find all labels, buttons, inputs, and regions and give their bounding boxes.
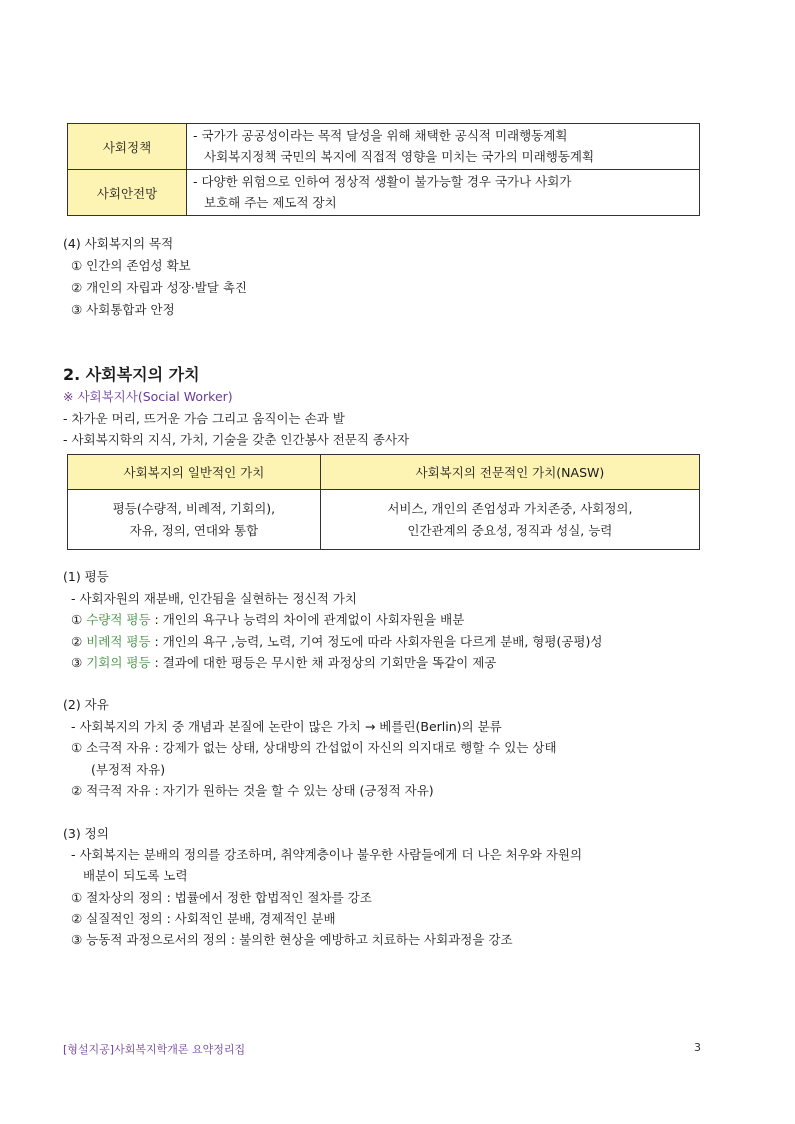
definition-cell xyxy=(187,170,700,216)
subsection-heading: (3) 정의 xyxy=(63,826,109,841)
item-text: : 개인의 욕구나 능력의 차이에 관계없이 사회자원을 배분 xyxy=(150,612,465,627)
term-highlight: 수량적 평등 xyxy=(86,612,151,627)
list-item: ③ 능동적 과정으로서의 정의 : 불의한 현상을 예방하고 치료하는 사회과정을 강조 xyxy=(71,932,513,947)
table-row xyxy=(68,170,700,216)
item-number: ③ xyxy=(71,655,83,670)
table-row xyxy=(68,490,700,550)
column-header: 사회복지의 일반적인 가치 xyxy=(68,455,321,490)
list-item xyxy=(71,655,496,671)
item-number: ② xyxy=(71,634,83,649)
page-number: 3 xyxy=(694,1041,701,1054)
definition-cell xyxy=(187,124,700,170)
list-item xyxy=(71,612,464,628)
term-highlight: 기회의 평등 xyxy=(86,655,151,670)
subsection-desc: - 사회복지는 분배의 정의를 강조하며, 취약계층이나 불우한 사람들에게 더 나은 처우와 자원의 xyxy=(71,847,583,862)
cell-line: 인간관계의 중요성, 정직과 성실, 능력 xyxy=(407,522,613,538)
term-cell: 사회안전망 xyxy=(68,170,187,216)
subsection-heading: (1) 평등 xyxy=(63,569,109,584)
cell-line: 자유, 정의, 연대와 통합 xyxy=(129,522,259,538)
item-text: : 개인의 욕구 ,능력, 노력, 기여 정도에 따라 사회자원을 다르게 분배, 형평(공평)성 xyxy=(150,634,603,649)
table-row xyxy=(68,124,700,170)
cell-line: 서비스, 개인의 존엄성과 가치존중, 사회정의, xyxy=(387,500,633,516)
list-item: ② 적극적 자유 : 자기가 원하는 것을 할 수 있는 상태 (긍정적 자유) xyxy=(71,783,434,798)
footer-title: [형설지공]사회복지학개론 요약정리집 xyxy=(63,1043,246,1056)
list-item xyxy=(71,634,602,650)
table-cell xyxy=(320,490,699,550)
section-note: ※ 사회복지사(Social Worker) xyxy=(63,389,233,404)
definition-line: 사회복지정책 국민의 복지에 직접적 영향을 미치는 국가의 미래행동계획 xyxy=(204,149,595,164)
item-number: ① xyxy=(71,612,83,627)
list-item: ② 실질적인 정의 : 사회적인 분배, 경제적인 분배 xyxy=(71,911,336,926)
term-highlight: 비례적 평등 xyxy=(86,634,151,649)
definition-line: - 국가가 공공성이라는 목적 달성을 위해 채택한 공식적 미래행동계획 xyxy=(193,128,568,143)
definition-line: 보호해 주는 제도적 장치 xyxy=(204,195,337,210)
subsection-desc: - 사회자원의 재분배, 인간됨을 실현하는 정신적 가치 xyxy=(71,591,357,606)
list-item: ① 소극적 자유 : 강제가 없는 상태, 상대방의 간섭없이 자신의 의지대로 행할 수 있는 상태 xyxy=(71,740,557,755)
list-item: ① 인간의 존엄성 확보 xyxy=(71,258,191,273)
subsection-desc: - 사회복지의 가치 중 개념과 본질에 논란이 많은 가치 → 베를린(Berlin)의 분류 xyxy=(71,719,502,734)
list-item: ① 절차상의 정의 : 법률에서 정한 합법적인 절차를 강조 xyxy=(71,890,372,905)
values-table xyxy=(67,454,700,550)
table-header-row xyxy=(68,455,700,490)
definition-table xyxy=(67,123,700,216)
subsection-desc-continuation: 배분이 되도록 노력 xyxy=(83,868,188,883)
list-item-continuation: (부정적 자유) xyxy=(91,762,166,777)
section-line: - 사회복지학의 지식, 가치, 기술을 갖춘 인간봉사 전문직 종사자 xyxy=(63,432,410,447)
purpose-heading: (4) 사회복지의 목적 xyxy=(63,236,174,251)
section-title: 2. 사회복지의 가치 xyxy=(63,365,200,384)
list-item: ③ 사회통합과 안정 xyxy=(71,302,175,317)
list-item: ② 개인의 자립과 성장·발달 촉진 xyxy=(71,280,247,295)
column-header: 사회복지의 전문적인 가치(NASW) xyxy=(320,455,699,490)
definition-line: - 다양한 위험으로 인하여 정상적 생활이 불가능할 경우 국가나 사회가 xyxy=(193,174,572,189)
table-cell xyxy=(68,490,321,550)
subsection-heading: (2) 자유 xyxy=(63,697,109,712)
cell-line: 평등(수량적, 비례적, 기회의), xyxy=(112,500,276,516)
term-cell: 사회정책 xyxy=(68,124,187,170)
section-line: - 차가운 머리, 뜨거운 가슴 그리고 움직이는 손과 발 xyxy=(63,411,345,426)
item-text: : 결과에 대한 평등은 무시한 채 과정상의 기회만을 똑같이 제공 xyxy=(150,655,497,670)
